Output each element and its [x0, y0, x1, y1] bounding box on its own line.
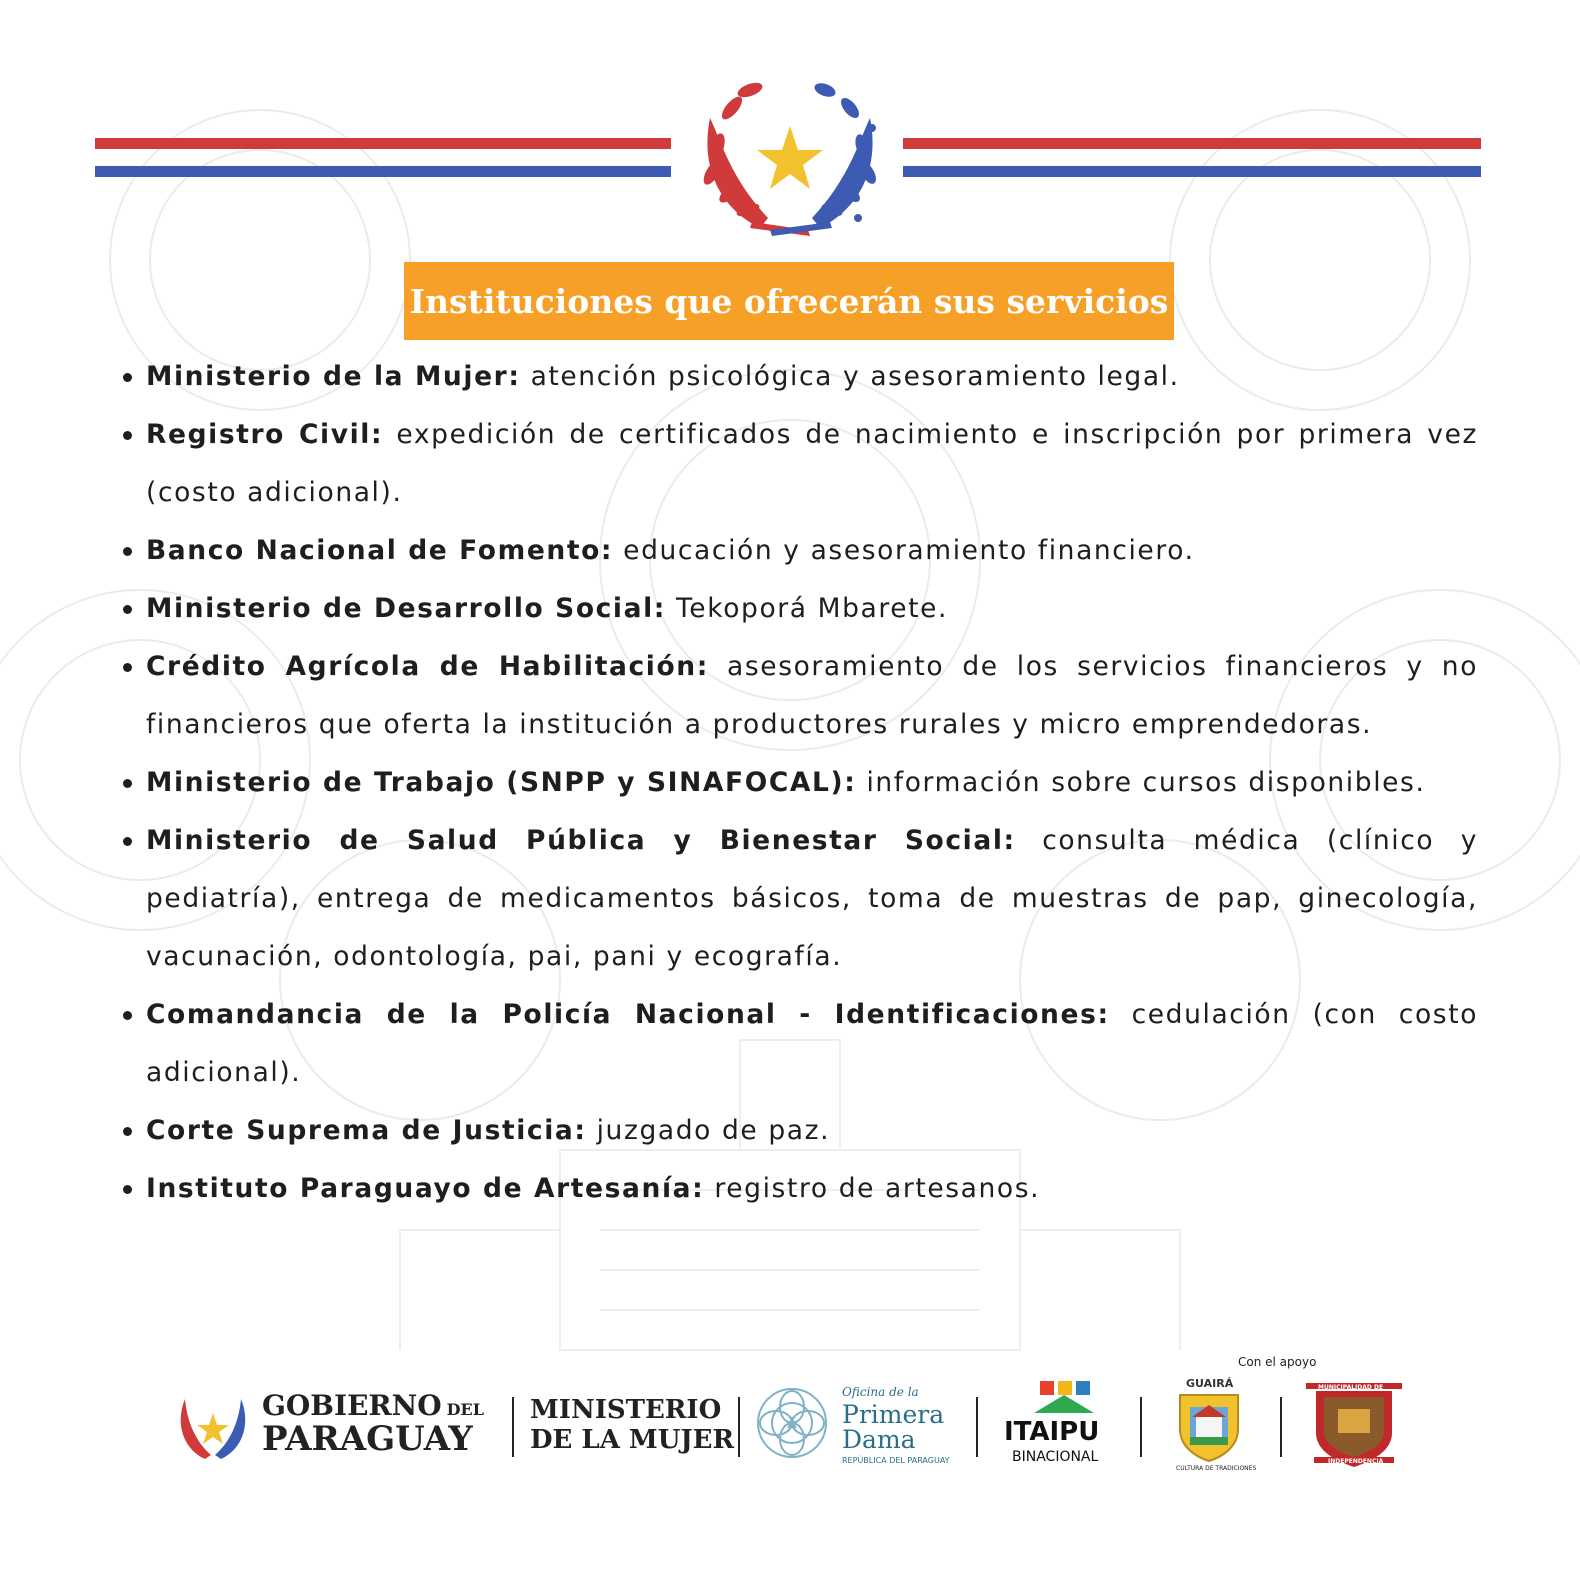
- gobierno-line2: PARAGUAY: [262, 1419, 473, 1459]
- municipalidad-text: MUNICIPALIDAD DE: [1318, 1384, 1384, 1391]
- binacional-text: BINACIONAL: [1012, 1449, 1099, 1465]
- institution-name: Crédito Agrícola de Habilitación:: [146, 651, 709, 682]
- title-banner: [404, 262, 1174, 340]
- institution-service: Tekoporá Mbarete.: [676, 593, 949, 624]
- institutions-list: [146, 348, 1478, 1218]
- footer-separator: [738, 1397, 740, 1457]
- list-item: [146, 580, 1478, 638]
- list-item: [146, 754, 1478, 812]
- flag-red-line-right: [903, 138, 1481, 149]
- list-item: [146, 986, 1478, 1102]
- footer-separator: [976, 1397, 978, 1457]
- institution-service: juzgado de paz.: [596, 1115, 831, 1146]
- institution-service: educación y asesoramiento financiero.: [623, 535, 1195, 566]
- institution-service: consulta médica (clínico y pediatría), entrega de medicamentos básicos, toma de muestras de pap, ginecología, vacunación, odontología, pai, pani y ecografía.: [146, 825, 1478, 972]
- ministerio-line1: MINISTERIO: [530, 1395, 722, 1425]
- institution-name: Ministerio de Salud Pública y Bienestar Social:: [146, 825, 1016, 856]
- independencia-text: INDEPENDENCIA: [1328, 1458, 1384, 1465]
- primera-dama-emblem-icon: [752, 1383, 832, 1463]
- institution-name: Ministerio de Trabajo (SNPP y SINAFOCAL):: [146, 767, 857, 798]
- itaipu-text: ITAIPU: [1004, 1417, 1100, 1447]
- institution-service: atención psicológica y asesoramiento legal.: [530, 361, 1180, 392]
- flag-blue-line-right: [903, 166, 1481, 177]
- footer-separator: [1140, 1397, 1142, 1457]
- gobierno-emblem-icon: [175, 1393, 251, 1463]
- footer-separator: [512, 1397, 514, 1457]
- flag-red-line-left: [95, 138, 671, 149]
- institution-name: Registro Civil:: [146, 419, 384, 450]
- republica-text: REPÚBLICA DEL PARAGUAY: [842, 1456, 950, 1465]
- municipalidad-shield-icon: [1302, 1377, 1406, 1471]
- institution-name: Instituto Paraguayo de Artesanía:: [146, 1173, 705, 1204]
- primera-text: Primera: [842, 1400, 945, 1429]
- institution-name: Banco Nacional de Fomento:: [146, 535, 614, 566]
- itaipu-logo-icon: [1034, 1381, 1094, 1413]
- institution-name: Comandancia de la Policía Nacional - Identificaciones:: [146, 999, 1110, 1030]
- list-item: [146, 522, 1478, 580]
- institution-name: Corte Suprema de Justicia:: [146, 1115, 587, 1146]
- list-item: [146, 1160, 1478, 1218]
- list-item: [146, 406, 1478, 522]
- flag-blue-line-left: [95, 166, 671, 177]
- ministerio-line2: DE LA MUJER: [530, 1425, 735, 1455]
- con-el-apoyo: Con el apoyo: [1238, 1355, 1317, 1369]
- gobierno-del: DEL: [446, 1400, 484, 1419]
- institution-service: expedición de certificados de nacimiento e inscripción por primera vez (costo adicional).: [146, 419, 1478, 508]
- institution-service: asesoramiento de los servicios financieros y no financieros que oferta la institución a productores rurales y micro emprendedoras.: [146, 651, 1479, 740]
- guaira-motto: CULTURA DE TRADICIONES: [1176, 1465, 1257, 1472]
- footer-logos: [0, 1355, 1580, 1495]
- dama-text: Dama: [842, 1425, 916, 1454]
- page-title: Instituciones que ofrecerán sus servicios: [409, 281, 1169, 321]
- national-emblem-icon: [690, 78, 890, 242]
- institution-service: información sobre cursos disponibles.: [866, 767, 1426, 798]
- list-item: [146, 1102, 1478, 1160]
- list-item: [146, 348, 1478, 406]
- guaira-text: GUAIRÁ: [1186, 1377, 1234, 1390]
- institution-name: Ministerio de la Mujer:: [146, 361, 521, 392]
- institution-service: registro de artesanos.: [714, 1173, 1041, 1204]
- guaira-shield-icon: [1174, 1391, 1244, 1463]
- footer-separator: [1280, 1397, 1282, 1457]
- list-item: [146, 812, 1478, 986]
- gobierno-line1: GOBIERNO DEL: [262, 1389, 484, 1422]
- institution-service: cedulación (con costo adicional).: [146, 999, 1479, 1088]
- list-item: [146, 638, 1478, 754]
- oficina-small: Oficina de la: [842, 1385, 919, 1399]
- institution-name: Ministerio de Desarrollo Social:: [146, 593, 666, 624]
